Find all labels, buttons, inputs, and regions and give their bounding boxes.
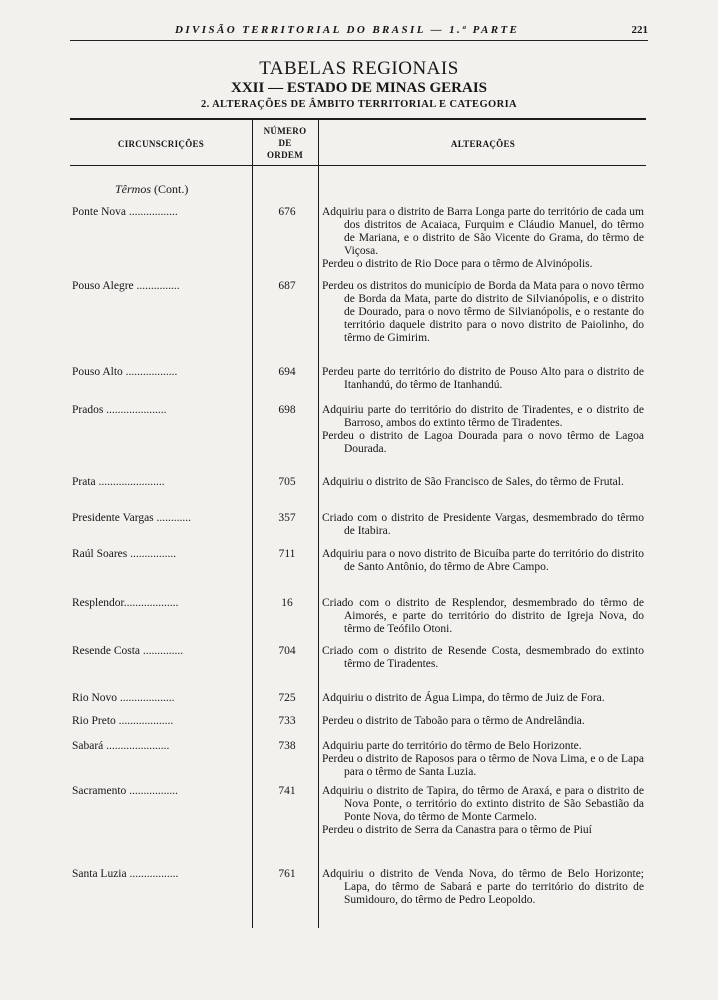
change-entry: Adquiriu o distrito de Venda Nova, do têrmo de Belo Horizonte; Lapa, do têrmo de Sabará e parte do território do distrito de Sumidouro, do têrmo de Pedro Leopoldo.: [322, 868, 644, 906]
section-heading: 2. ALTERAÇÕES DE ÂMBITO TERRITORIAL E CATEGORIA: [200, 99, 518, 110]
change-entry: Adquiriu parte do território do distrito de Tiradentes, e o distrito de Barroso, ambos do extinto têrmo de Tiradentes.: [322, 404, 644, 429]
row-name: Resende Costa ..............: [72, 645, 184, 657]
row-number: 761: [278, 868, 296, 880]
row-number: 705: [278, 476, 296, 488]
row-name: Ponte Nova .................: [72, 206, 178, 218]
row-changes: [322, 476, 644, 489]
running-head-title: DIVISÃO TERRITORIAL DO BRASIL — 1.ª PARTE: [175, 24, 520, 36]
row-changes: [322, 785, 644, 837]
row-name: Raúl Soares ................: [72, 548, 177, 560]
row-name: Santa Luzia .................: [72, 868, 179, 880]
row-number: 357: [278, 512, 296, 524]
row-changes: [322, 740, 644, 779]
column-header-alteracoes: ALTERAÇÕES: [450, 139, 516, 149]
change-entry: Criado com o distrito de Resplendor, desmembrado do têrmo de Aimorés, e parte do território do distrito de Igreja Nova, do têrmo de Teófilo Otoni.: [322, 597, 644, 635]
row-changes: [322, 512, 644, 538]
row-number: 738: [278, 740, 296, 752]
change-entry: Perdeu o distrito de Serra da Canastra para o têrmo de Piuí: [322, 824, 592, 836]
row-changes: [322, 597, 644, 636]
change-entry: Perdeu os distritos do município de Borda da Mata para o novo têrmo de Borda da Mata, parte do distrito de Silvianópolis, e o distrito de Dourado, para o novo têrmo de Silvianópolis, e o restante do território daquele distrito para o novo distrito de Paiolinho, do têrmo de Gimirim.: [322, 280, 644, 344]
row-number: 687: [278, 280, 296, 292]
row-changes: [322, 366, 644, 392]
row-name: Sabará ......................: [72, 740, 170, 752]
row-number: 711: [278, 548, 296, 560]
row-changes: [322, 645, 644, 671]
change-entry: Perdeu o distrito de Lagoa Dourada para o novo têrmo de Lagoa Dourada.: [322, 430, 644, 455]
change-entry: Adquiriu o distrito de Tapira, do têrmo de Araxá, e para o distrito de Nova Ponte, o território do extinto distrito de São Sebastião da Ponte Nova, do têrmo de Monte Carmelo.: [322, 785, 644, 823]
change-entry: Adquiriu para o distrito de Barra Longa parte do território de cada um dos distritos de Acaiaca, Furquim e Cláudio Manuel, do têrmo de Mariana, e o distrito de São Vicente do Grama, do têrmo de Viçosa.: [322, 206, 644, 257]
row-name: Prados .....................: [72, 404, 167, 416]
column-divider-right: [318, 120, 319, 928]
row-number: 733: [278, 715, 296, 727]
row-changes: [322, 715, 644, 728]
row-name: Rio Preto ...................: [72, 715, 174, 727]
change-entry: Perdeu parte do território do distrito de Pouso Alto para o distrito de Itanhandú, do têrmo de Itanhandú.: [322, 366, 644, 391]
row-name: Pouso Alto ..................: [72, 366, 178, 378]
row-number: 694: [278, 366, 296, 378]
column-divider-left: [252, 120, 253, 928]
continuation-label: [115, 182, 188, 197]
row-number: 741: [278, 785, 296, 797]
column-header-numero: [254, 125, 316, 161]
change-entry: Perdeu o distrito de Raposos para o têrmo de Nova Lima, e o de Lapa para o têrmo de Santa Luzia.: [322, 753, 644, 778]
change-entry: Perdeu o distrito de Taboão para o têrmo de Andrelândia.: [322, 715, 585, 727]
continuation-term: Têrmos: [115, 182, 152, 196]
change-entry: Adquiriu parte do território do têrmo de Belo Horizonte.: [322, 740, 582, 752]
row-changes: [322, 548, 644, 574]
row-name: Presidente Vargas ............: [72, 512, 192, 524]
row-name: Resplendor...................: [72, 597, 179, 609]
row-number: 16: [281, 597, 293, 609]
row-number: 698: [278, 404, 296, 416]
change-entry: Criado com o distrito de Resende Costa, desmembrado do extinto têrmo de Tiradentes.: [322, 645, 644, 670]
change-entry: Adquiriu o distrito de Água Limpa, do têrmo de Juiz de Fora.: [322, 692, 605, 704]
row-name: Pouso Alegre ...............: [72, 280, 180, 292]
column-header-numero-line2: DE: [278, 138, 292, 148]
column-header-circunscricoes: CIRCUNSCRIÇÕES: [117, 139, 205, 149]
table-header-rule: [70, 165, 646, 166]
row-number: 676: [278, 206, 296, 218]
state-heading: XXII — ESTADO DE MINAS GERAIS: [230, 80, 488, 96]
row-changes: [322, 692, 644, 705]
row-changes: [322, 404, 644, 456]
change-entry: Perdeu o distrito de Rio Doce para o têrmo de Alvinópolis.: [322, 258, 593, 270]
page-title: TABELAS REGIONAIS: [259, 58, 459, 79]
page-number: 221: [631, 24, 648, 36]
table-top-rule: [70, 118, 646, 120]
continuation-suffix: (Cont.): [154, 182, 189, 196]
running-head: [70, 24, 648, 41]
column-header-numero-line3: ORDEM: [267, 150, 303, 160]
row-changes: [322, 868, 644, 907]
row-number: 704: [278, 645, 296, 657]
change-entry: Adquiriu o distrito de São Francisco de Sales, do têrmo de Frutal.: [322, 476, 624, 488]
column-header-numero-line1: NÚMERO: [263, 126, 307, 136]
row-name: Prata .......................: [72, 476, 165, 488]
row-changes: [322, 280, 644, 345]
row-name: Sacramento .................: [72, 785, 179, 797]
change-entry: Criado com o distrito de Presidente Vargas, desmembrado do têrmo de Itabira.: [322, 512, 644, 537]
row-number: 725: [278, 692, 296, 704]
row-name: Rio Novo ...................: [72, 692, 175, 704]
row-changes: [322, 206, 644, 271]
change-entry: Adquiriu para o novo distrito de Bicuíba parte do território do distrito de Santo Antônio, do têrmo de Abre Campo.: [322, 548, 644, 573]
